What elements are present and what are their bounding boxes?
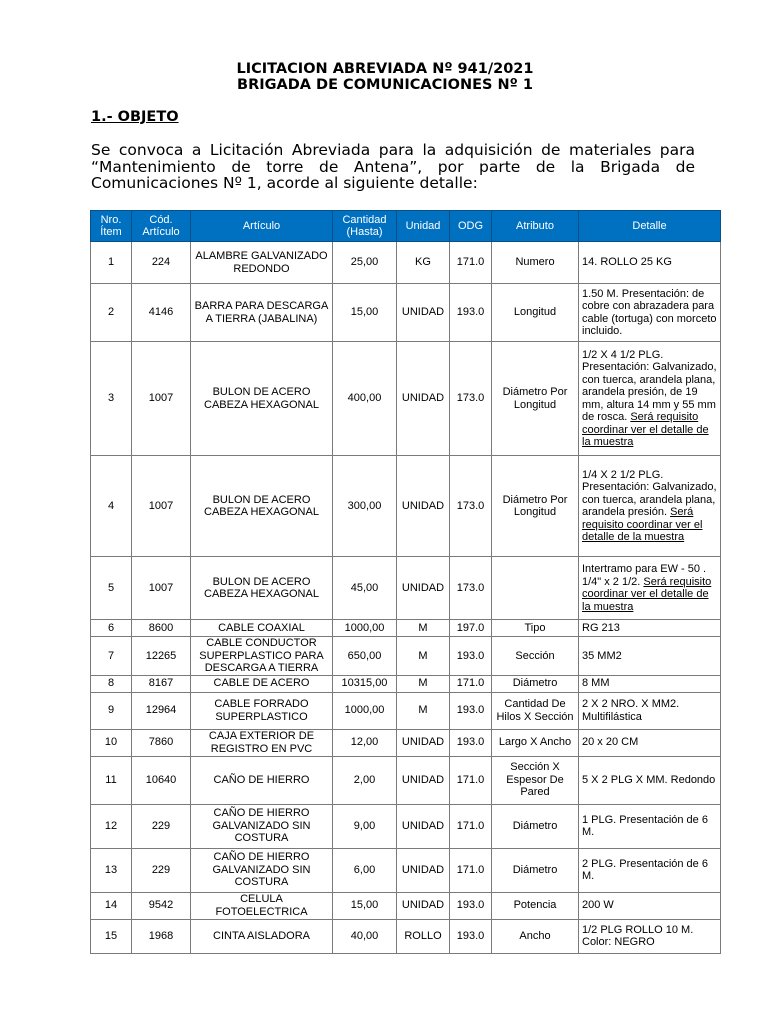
cell-detalle [579,756,721,804]
cell-unidad: KG [397,242,450,284]
cell-odg: 193.0 [450,692,492,729]
cell-cod: 8600 [132,620,191,637]
cell-unidad: UNIDAD [397,892,450,919]
cell-articulo: ALAMBRE GALVANIZADO REDONDO [191,242,333,284]
cell-articulo: CINTA AISLADORA [191,919,333,953]
cell-atributo: Largo X Ancho [492,729,579,756]
cell-odg: 171.0 [450,804,492,848]
detail-text: Intertramo para EW - 50 . 1/4" x 2 1/2. [582,563,707,588]
cell-atributo: Ancho [492,919,579,953]
table-row [91,892,721,919]
cell-cantidad: 300,00 [333,456,397,557]
cell-cantidad: 15,00 [333,284,397,342]
cell-cod: 1007 [132,456,191,557]
intro-paragraph: Se convoca a Licitación Abreviada para la adquisición de materiales para “Mantenimiento de torre de Antena”, por parte de la Brigada de Comunicaciones Nº 1, acorde al siguiente detalle: [91,141,695,192]
cell-atributo: Diámetro [492,804,579,848]
detail-text: 1 PLG. Presentación de 6 M. [582,813,708,838]
cell-item: 11 [91,756,132,804]
cell-articulo: BARRA PARA DESCARGA A TIERRA (JABALINA) [191,284,333,342]
cell-cod: 7860 [132,729,191,756]
cell-articulo: BULON DE ACERO CABEZA HEXAGONAL [191,557,333,620]
cell-articulo: CABLE FORRADO SUPERPLASTICO [191,692,333,729]
col-header-unidad: Unidad [397,211,450,242]
cell-item: 6 [91,620,132,637]
cell-unidad: UNIDAD [397,284,450,342]
table-header-row [91,211,721,242]
cell-articulo: CABLE COAXIAL [191,620,333,637]
cell-atributo: Longitud [492,284,579,342]
cell-odg: 171.0 [450,848,492,892]
table-row [91,557,721,620]
cell-odg: 173.0 [450,557,492,620]
detail-text: 2 X 2 NRO. X MM2. Multifilástica [582,698,680,723]
cell-atributo: Potencia [492,892,579,919]
table-row [91,620,721,637]
cell-cod: 12964 [132,692,191,729]
col-header-articulo: Artículo [191,211,333,242]
cell-unidad: UNIDAD [397,342,450,456]
cell-articulo: CAÑO DE HIERRO [191,756,333,804]
detail-text: 1/2 PLG ROLLO 10 M. Color: NEGRO [582,923,694,948]
cell-cantidad: 45,00 [333,557,397,620]
table-row [91,692,721,729]
cell-unidad: UNIDAD [397,557,450,620]
cell-unidad: UNIDAD [397,804,450,848]
cell-articulo: BULON DE ACERO CABEZA HEXAGONAL [191,342,333,456]
cell-articulo: CAÑO DE HIERRO GALVANIZADO SIN COSTURA [191,804,333,848]
cell-cantidad: 10315,00 [333,675,397,692]
col-header-cod: Cód. Artículo [132,211,191,242]
cell-atributo [492,557,579,620]
cell-odg: 193.0 [450,892,492,919]
cell-cantidad: 400,00 [333,342,397,456]
detail-text: 1/4 X 2 1/2 PLG. Presentación: Galvanizado, con tuerca, arandela plana, arandela presión. [582,468,717,518]
cell-cod: 1007 [132,557,191,620]
cell-odg: 197.0 [450,620,492,637]
cell-cod: 1007 [132,342,191,456]
cell-odg: 193.0 [450,637,492,676]
cell-atributo: Cantidad De Hilos X Sección [492,692,579,729]
table-row [91,242,721,284]
cell-item: 10 [91,729,132,756]
table-row [91,804,721,848]
items-table [90,210,721,954]
table-row [91,675,721,692]
cell-detalle [579,620,721,637]
cell-detalle [579,804,721,848]
cell-odg: 193.0 [450,729,492,756]
cell-atributo: Sección [492,637,579,676]
detail-text: 8 MM [582,677,610,690]
cell-cod: 229 [132,848,191,892]
col-header-odg: ODG [450,211,492,242]
cell-detalle [579,692,721,729]
cell-detalle [579,456,721,557]
detail-text: 200 W [582,899,614,912]
cell-articulo: CABLE DE ACERO [191,675,333,692]
cell-item: 9 [91,692,132,729]
cell-cantidad: 15,00 [333,892,397,919]
cell-item: 7 [91,637,132,676]
col-header-detalle: Detalle [579,211,721,242]
cell-item: 4 [91,456,132,557]
cell-odg: 171.0 [450,242,492,284]
cell-unidad: M [397,620,450,637]
cell-cantidad: 2,00 [333,756,397,804]
cell-atributo: Diámetro Por Longitud [492,342,579,456]
cell-odg: 171.0 [450,756,492,804]
cell-unidad: M [397,675,450,692]
table-row [91,848,721,892]
cell-detalle [579,242,721,284]
cell-articulo: CABLE CONDUCTOR SUPERPLASTICO PARA DESCARGA A TIERRA [191,637,333,676]
col-header-cantidad: Cantidad (Hasta) [333,211,397,242]
cell-cod: 224 [132,242,191,284]
cell-detalle [579,675,721,692]
cell-detalle [579,919,721,953]
cell-item: 3 [91,342,132,456]
cell-detalle [579,729,721,756]
cell-unidad: UNIDAD [397,756,450,804]
detail-note: Será requisito coordinar ver el detalle de la muestra [582,506,703,543]
cell-cod: 1968 [132,919,191,953]
section-heading: 1.- OBJETO [91,109,179,125]
cell-cod: 9542 [132,892,191,919]
table-row [91,637,721,676]
cell-atributo: Numero [492,242,579,284]
cell-cod: 12265 [132,637,191,676]
detail-note: Será requisito coordinar ver el detalle de la muestra [582,575,712,613]
cell-atributo: Diámetro [492,675,579,692]
cell-odg: 171.0 [450,675,492,692]
cell-unidad: M [397,637,450,676]
document-title: LICITACION ABREVIADA Nº 941/2021 [236,61,534,77]
cell-odg: 193.0 [450,919,492,953]
cell-item: 15 [91,919,132,953]
table-row [91,919,721,953]
cell-detalle [579,284,721,342]
detail-text: 1.50 M. Presentación: de cobre con abrazadera para cable (tortuga) con morceto incluido. [582,287,717,337]
cell-cantidad: 40,00 [333,919,397,953]
cell-cod: 8167 [132,675,191,692]
cell-unidad: UNIDAD [397,729,450,756]
detail-text: 1/2 X 4 1/2 PLG. Presentación: Galvanizado, con tuerca, arandela plana, arandela presión, de 19 mm, altura 14 mm y 55 mm de rosca. [582,348,717,423]
cell-item: 13 [91,848,132,892]
cell-detalle [579,557,721,620]
cell-cantidad: 25,00 [333,242,397,284]
cell-atributo: Tipo [492,620,579,637]
document-subtitle: BRIGADA DE COMUNICACIONES Nº 1 [237,77,533,93]
table-row [91,284,721,342]
col-header-item: Nro. Ítem [91,211,132,242]
detail-text: RG 213 [582,621,620,634]
cell-detalle [579,848,721,892]
cell-cod: 10640 [132,756,191,804]
detail-note: Será requisito coordinar ver el detalle de la muestra [582,411,709,448]
detail-text: 5 X 2 PLG X MM. Redondo [582,773,716,786]
cell-articulo: CELULA FOTOELECTRICA [191,892,333,919]
cell-item: 5 [91,557,132,620]
cell-item: 12 [91,804,132,848]
cell-cantidad: 1000,00 [333,620,397,637]
table-row [91,729,721,756]
cell-detalle [579,637,721,676]
cell-odg: 173.0 [450,456,492,557]
cell-item: 14 [91,892,132,919]
cell-unidad: UNIDAD [397,456,450,557]
cell-item: 8 [91,675,132,692]
cell-unidad: UNIDAD [397,848,450,892]
cell-cantidad: 9,00 [333,804,397,848]
cell-cantidad: 6,00 [333,848,397,892]
table-row [91,456,721,557]
cell-unidad: ROLLO [397,919,450,953]
cell-atributo: Sección X Espesor De Pared [492,756,579,804]
cell-cod: 229 [132,804,191,848]
cell-articulo: BULON DE ACERO CABEZA HEXAGONAL [191,456,333,557]
table-row [91,342,721,456]
cell-atributo: Diámetro [492,848,579,892]
cell-cantidad: 650,00 [333,637,397,676]
cell-cod: 4146 [132,284,191,342]
cell-item: 2 [91,284,132,342]
detail-text: 35 MM2 [582,649,622,662]
cell-atributo: Diámetro Por Longitud [492,456,579,557]
cell-detalle [579,342,721,456]
detail-text: 14. ROLLO 25 KG [582,256,672,269]
cell-cantidad: 1000,00 [333,692,397,729]
detail-text: 20 x 20 CM [582,736,639,749]
cell-detalle [579,892,721,919]
cell-item: 1 [91,242,132,284]
detail-text: 2 PLG. Presentación de 6 M. [582,857,708,882]
cell-unidad: M [397,692,450,729]
cell-articulo: CAJA EXTERIOR DE REGISTRO EN PVC [191,729,333,756]
cell-cantidad: 12,00 [333,729,397,756]
cell-odg: 193.0 [450,284,492,342]
table-row [91,756,721,804]
cell-articulo: CAÑO DE HIERRO GALVANIZADO SIN COSTURA [191,848,333,892]
col-header-atributo: Atributo [492,211,579,242]
cell-odg: 173.0 [450,342,492,456]
